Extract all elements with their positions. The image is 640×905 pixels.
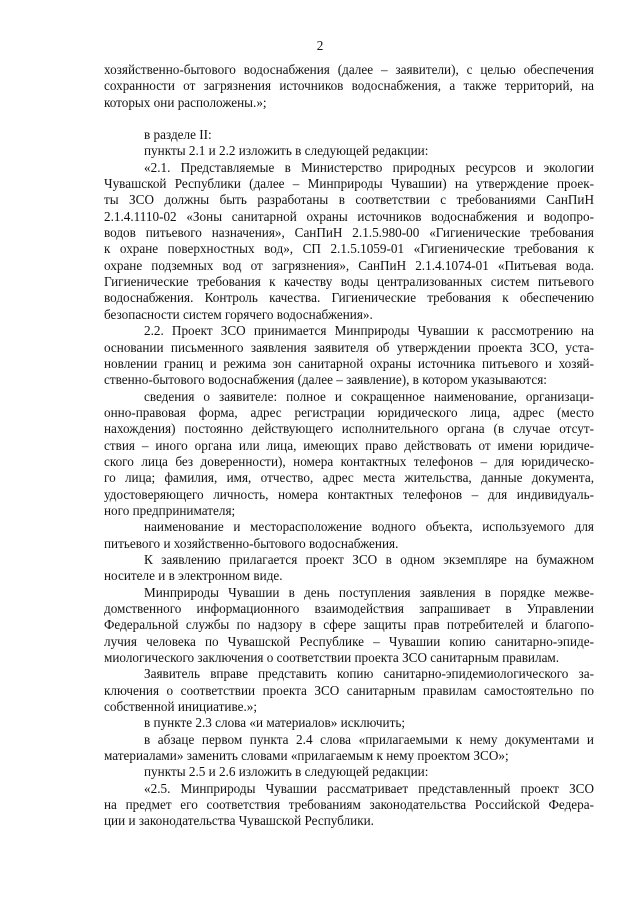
text-line: домственного информационного взаимодействия запрашивает в Управлении: [104, 601, 594, 616]
text-line: к охране поверхностных вод», СП 2.1.5.1059-01 «Гигиенические требования к: [104, 241, 594, 257]
text-line: ты ЗСО должны быть разработаны в соответствии с требованиями СанПиН: [104, 192, 594, 208]
text-line: удостоверяющего личность, номера контактных телефонов – для индивидуаль-: [104, 486, 594, 502]
text-line: ного предпринимателя;: [104, 502, 236, 518]
text-line: сохранности от загрязнения источников водоснабжения, а также территорий, на: [104, 78, 594, 94]
text-line: онно-правовая форма, адрес регистрации юридического лица, адрес (место: [104, 404, 594, 420]
text-line: основании письменного заявления заявителя об утверждении проекта ЗСО, уста-: [104, 339, 594, 355]
text-line: в абзаце первом пункта 2.4 слова «прилагаемыми к нему документами и: [144, 731, 594, 747]
text-line: нахождения) постоянно действующего исполнительного органа (в случае отсут-: [104, 421, 594, 437]
text-line: «2.1. Представляемые в Министерство природных ресурсов и экологии: [144, 159, 594, 175]
paragraph: [104, 666, 594, 715]
paragraph: [104, 585, 594, 667]
text-line: питьевого и хозяйственно-бытового водоснабжения.: [104, 535, 399, 551]
text-line: пункты 2.1 и 2.2 изложить в следующей редакции:: [144, 143, 429, 159]
text-line: наименование и месторасположение водного объекта, используемого для: [144, 519, 594, 535]
text-line: водов питьевого назначения», СанПиН 2.1.5.980-00 «Гигиенические требования: [104, 225, 594, 241]
text-line: носителе и в электронном виде.: [104, 568, 283, 584]
text-line: собственной инициативе.»;: [104, 699, 258, 715]
text-line: водоснабжения. Контроль качества. Гигиенические требования к обеспечению: [104, 290, 594, 306]
paragraph: [104, 715, 594, 731]
text-line: новлении границ и режима зон санитарной охраны источника питьевого и хозяй-: [104, 355, 594, 371]
text-line: Федеральной службы по надзору в сфере защиты прав потребителей и благопо-: [104, 617, 594, 633]
paragraph: [104, 389, 594, 520]
text-line: «2.5. Минприроды Чувашии рассматривает представленный проект ЗСО: [144, 780, 594, 796]
text-line: в пункте 2.3 слова «и материалов» исключить;: [144, 715, 406, 731]
paragraph: [104, 127, 594, 143]
text-line: 2.2. Проект ЗСО принимается Минприроды Чувашии к рассмотрению на: [144, 323, 594, 339]
text-line: пункты 2.5 и 2.6 изложить в следующей редакции:: [144, 764, 429, 780]
document-body: [104, 62, 594, 830]
text-line: ции и законодательства Чувашской Республики.: [104, 813, 374, 829]
text-line: Гигиенические требования к качеству воды централизованных систем питьевого: [104, 274, 594, 290]
paragraph-gap: [104, 111, 594, 127]
text-line: го лица; фамилия, имя, отчество, адрес места жительства, данные документа,: [104, 470, 594, 486]
text-line: Чувашской Республики (далее – Минприроды Чувашии) на утверждение проек-: [104, 176, 594, 192]
text-line: 2.1.4.1110-02 «Зоны санитарной охраны источников водоснабжения и водопро-: [104, 208, 594, 224]
text-line: которых они расположены.»;: [104, 94, 267, 110]
paragraph: [104, 323, 594, 388]
text-line: К заявлению прилагается проект ЗСО в одном экземпляре на бумажном: [144, 551, 594, 567]
paragraph: [104, 519, 594, 552]
paragraph: [104, 143, 594, 159]
text-line: Минприроды Чувашии в день поступления заявления в порядке межве-: [144, 584, 594, 600]
paragraph: [104, 781, 594, 830]
paragraph: [104, 552, 594, 585]
text-line: охране подземных вод от загрязнения», СанПиН 2.1.4.1074-01 «Питьевая вода.: [104, 257, 594, 273]
text-line: лучия человека по Чувашской Республике – Чувашии копию санитарно-эпиде-: [104, 633, 594, 649]
text-line: материалами» заменить словами «прилагаемым к нему проектом ЗСО»;: [104, 748, 509, 764]
text-line: сведения о заявителе: полное и сокращенное наименование, организаци-: [144, 388, 594, 404]
text-line: миологического заключения о соответствии проекта ЗСО санитарным правилам.: [104, 650, 560, 666]
text-line: ключения о соответствии проекта ЗСО санитарным правилам самостоятельно по: [104, 682, 594, 698]
paragraph: [104, 62, 594, 111]
text-line: безопасности систем горячего водоснабжения».: [104, 306, 373, 322]
page-number: 2: [316, 38, 324, 53]
text-line: ского лица без доверенности), номера контактных телефонов – для юридическо-: [104, 453, 594, 469]
text-line: хозяйственно-бытового водоснабжения (далее – заявители), с целью обеспечения: [104, 62, 594, 77]
text-line: в разделе II:: [144, 127, 212, 143]
paragraph: [104, 160, 594, 323]
paragraph: [104, 764, 594, 780]
paragraph: [104, 732, 594, 765]
text-line: на предмет его соответствия требованиям законодательства Российской Федера-: [104, 797, 594, 813]
text-line: Заявитель вправе представить копию санитарно-эпидемиологического за-: [144, 666, 594, 682]
text-line: ствия – иного органа или лица, имеющих право действовать от имени юридиче-: [104, 437, 594, 453]
text-line: ственно-бытового водоснабжения (далее – заявление), в котором указываются:: [104, 372, 547, 388]
